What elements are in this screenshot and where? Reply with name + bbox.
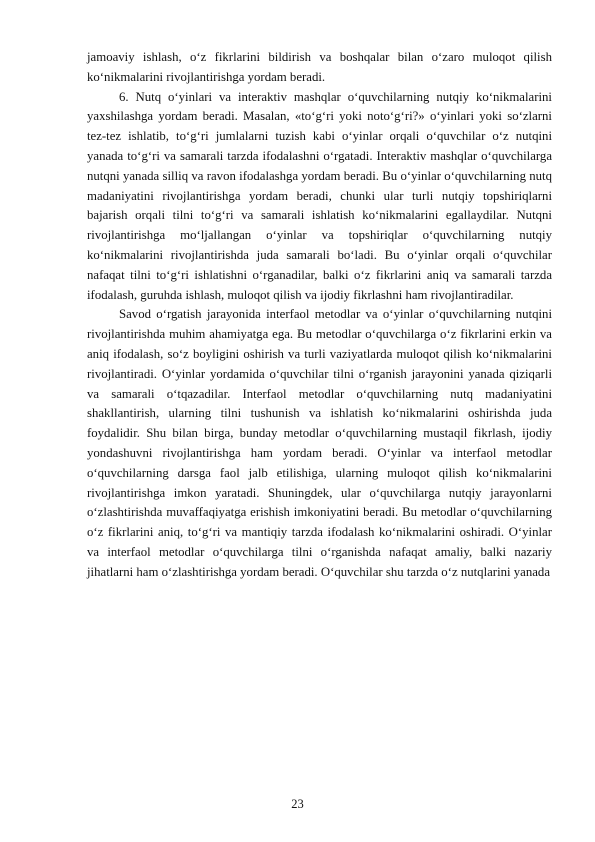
page-number: 23	[291, 797, 304, 811]
paragraph-continuation: jamoaviy ishlash, o‘z fikrlarini bildirish va boshqalar bilan o‘zaro muloqot qilish ko‘nikmalarini rivojlantirishga yordam beradi.	[87, 50, 552, 84]
body-text	[87, 48, 552, 583]
paragraph-conclusion: Savod o‘rgatish jarayonida interfaol metodlar va o‘yinlar o‘quvchilarning nutqini rivojlantirishda muhim ahamiyatga ega. Bu metodlar o‘quvchilarga o‘z fikrlarini erkin va aniq ifodalash, so‘z boyligini oshirish va turli vaziyatlarda muloqot qilish ko‘nikmalarini rivojlantiradi. O‘yinlar yordamida o‘quvchilar tilni o‘rganish jarayonini yanada qiziqarli va samarali o‘tqazadilar. Interfaol metodlar o‘quvchilarning nutq madaniyatini shakllantirish, ularning tilni tushunish va ishlatish ko‘nikmalarini oshirishda juda foydalidir. Shu bilan birga, bunday metodlar o‘quvchilarning mustaqil fikrlash, ijodiy yondashuvni rivojlantirishga ham yordam beradi. O‘yinlar va interfaol metodlar o‘quvchilarning darsga faol jalb etilishiga, ularning muloqot qilish ko‘nikmalarini rivojlantirishga imkon yaratadi. Shuningdek, ular o‘quvchilarga nutqiy jarayonlarni o‘zlashtirishda muvaffaqiyatga erishish imkoniyatini beradi. Bu metodlar o‘quvchilarning o‘z fikrlarini aniq, to‘g‘ri va mantiqiy tarzda ifodalash ko‘nikmalarini oshiradi. O‘yinlar va interfaol metodlar o‘quvchilarga tilni o‘rganishda nafaqat amaliy, balki nazariy jihatlarni ham o‘zlashtirishga yordam beradi. O‘quvchilar shu tarzda o‘z nutqlarini yanada	[87, 307, 552, 579]
paragraph-item-6: 6. Nutq o‘yinlari va interaktiv mashqlar o‘quvchilarning nutqiy ko‘nikmalarini yaxshilashga yordam beradi. Masalan, «to‘g‘ri yoki noto‘g‘ri?» o‘yinlari yoki so‘zlarni tez-tez ishlatib, to‘g‘ri jumlalarni tuzish kabi o‘yinlar orqali o‘quvchilar o‘z nutqini yanada to‘g‘ri va samarali tarzda ifodalashni o‘rgatadi. Interaktiv mashqlar o‘quvchilarga nutqni yanada silliq va ravon ifodalashga yordam beradi. Bu o‘yinlar o‘quvchilarning nutq madaniyatini rivojlantirishga yordam beradi, chunki ular turli nutqiy topshiriqlarni bajarish orqali tilni to‘g‘ri va samarali ishlatish ko‘nikmalarini egallaydilar. Nutqni rivojlantirishga mo‘ljallangan o‘yinlar va topshiriqlar o‘quvchilarning nutqiy ko‘nikmalarini rivojlantirishda juda samarali bo‘ladi. Bu o‘yinlar orqali o‘quvchilar nafaqat tilni to‘g‘ri ishlatishni o‘rganadilar, balki o‘z fikrlarini aniq va samarali tarzda ifodalash, guruhda ishlash, muloqot qilish va ijodiy fikrlashni ham rivojlantiradilar.	[87, 89, 552, 302]
